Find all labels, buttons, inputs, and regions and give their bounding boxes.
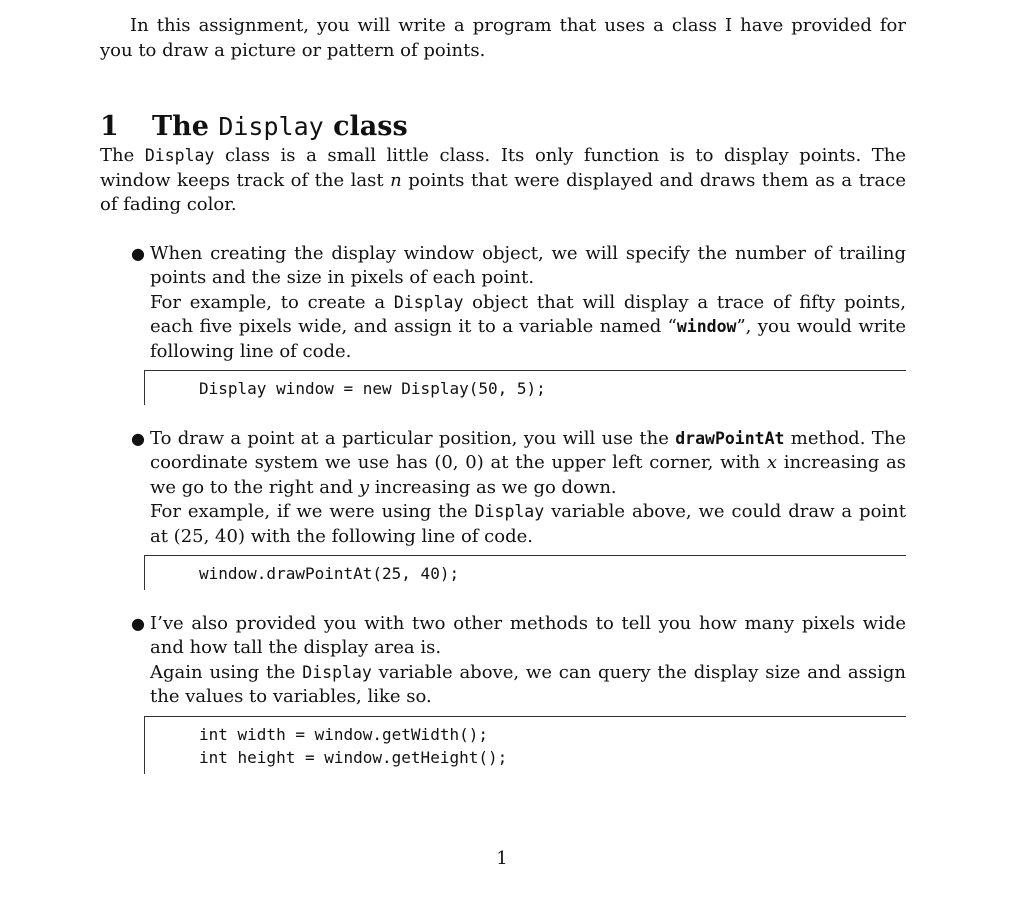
- section-number: 1: [100, 111, 119, 142]
- bullet-text: I’ve also provided you with two other methods to tell you how many pixels wide and how tall the display area is.: [150, 612, 906, 658]
- example-text: For example, to create a Display object that will display a trace of fifty points, each five pixels wide, and assign it to a variable named “window”, you would write following line of code.: [150, 291, 906, 362]
- intro-paragraph: In this assignment, you will write a program that uses a class I have provided for you to draw a picture or pattern of points.: [100, 15, 906, 61]
- code-line: int height = window.getHeight();: [199, 748, 508, 767]
- code-block: [144, 555, 906, 590]
- document-page: [100, 14, 906, 796]
- bullet-icon: ●: [131, 613, 145, 633]
- section-heading: [100, 110, 906, 144]
- example-text: For example, if we were using the Display variable above, we could draw a point at (25, 40) with the following line of code.: [150, 501, 906, 547]
- code-block: [144, 716, 906, 774]
- list-item: [100, 242, 906, 405]
- example-text: Again using the Display variable above, we can query the display size and assign the values to variables, like so.: [150, 661, 906, 707]
- section-paragraph: The Display class is a small little class. Its only function is to display points. The window keeps track of the last n points that were displayed and draws them as a trace of fading color.: [100, 145, 906, 215]
- bullet-text: To draw a point at a particular position, you will use the drawPointAt method. The coordinate system we use has (0, 0) at the upper left corner, with x increasing as we go to the right and y increasing as we go down.: [150, 427, 906, 498]
- code-block: [144, 370, 906, 405]
- bullet-icon: ●: [131, 243, 145, 263]
- code-line: int width = window.getWidth();: [199, 724, 488, 744]
- list-item: [100, 612, 906, 774]
- code-line: Display window = new Display(50, 5);: [199, 379, 546, 398]
- section-title: The Display class: [152, 111, 408, 142]
- bullet-list: [100, 242, 906, 774]
- bullet-text: When creating the display window object, we will specify the number of trailing points and the size in pixels of each point.: [150, 242, 906, 288]
- list-item: [100, 427, 906, 590]
- page-number: 1: [496, 848, 508, 869]
- bullet-icon: ●: [131, 428, 145, 448]
- code-line: window.drawPointAt(25, 40);: [199, 564, 460, 583]
